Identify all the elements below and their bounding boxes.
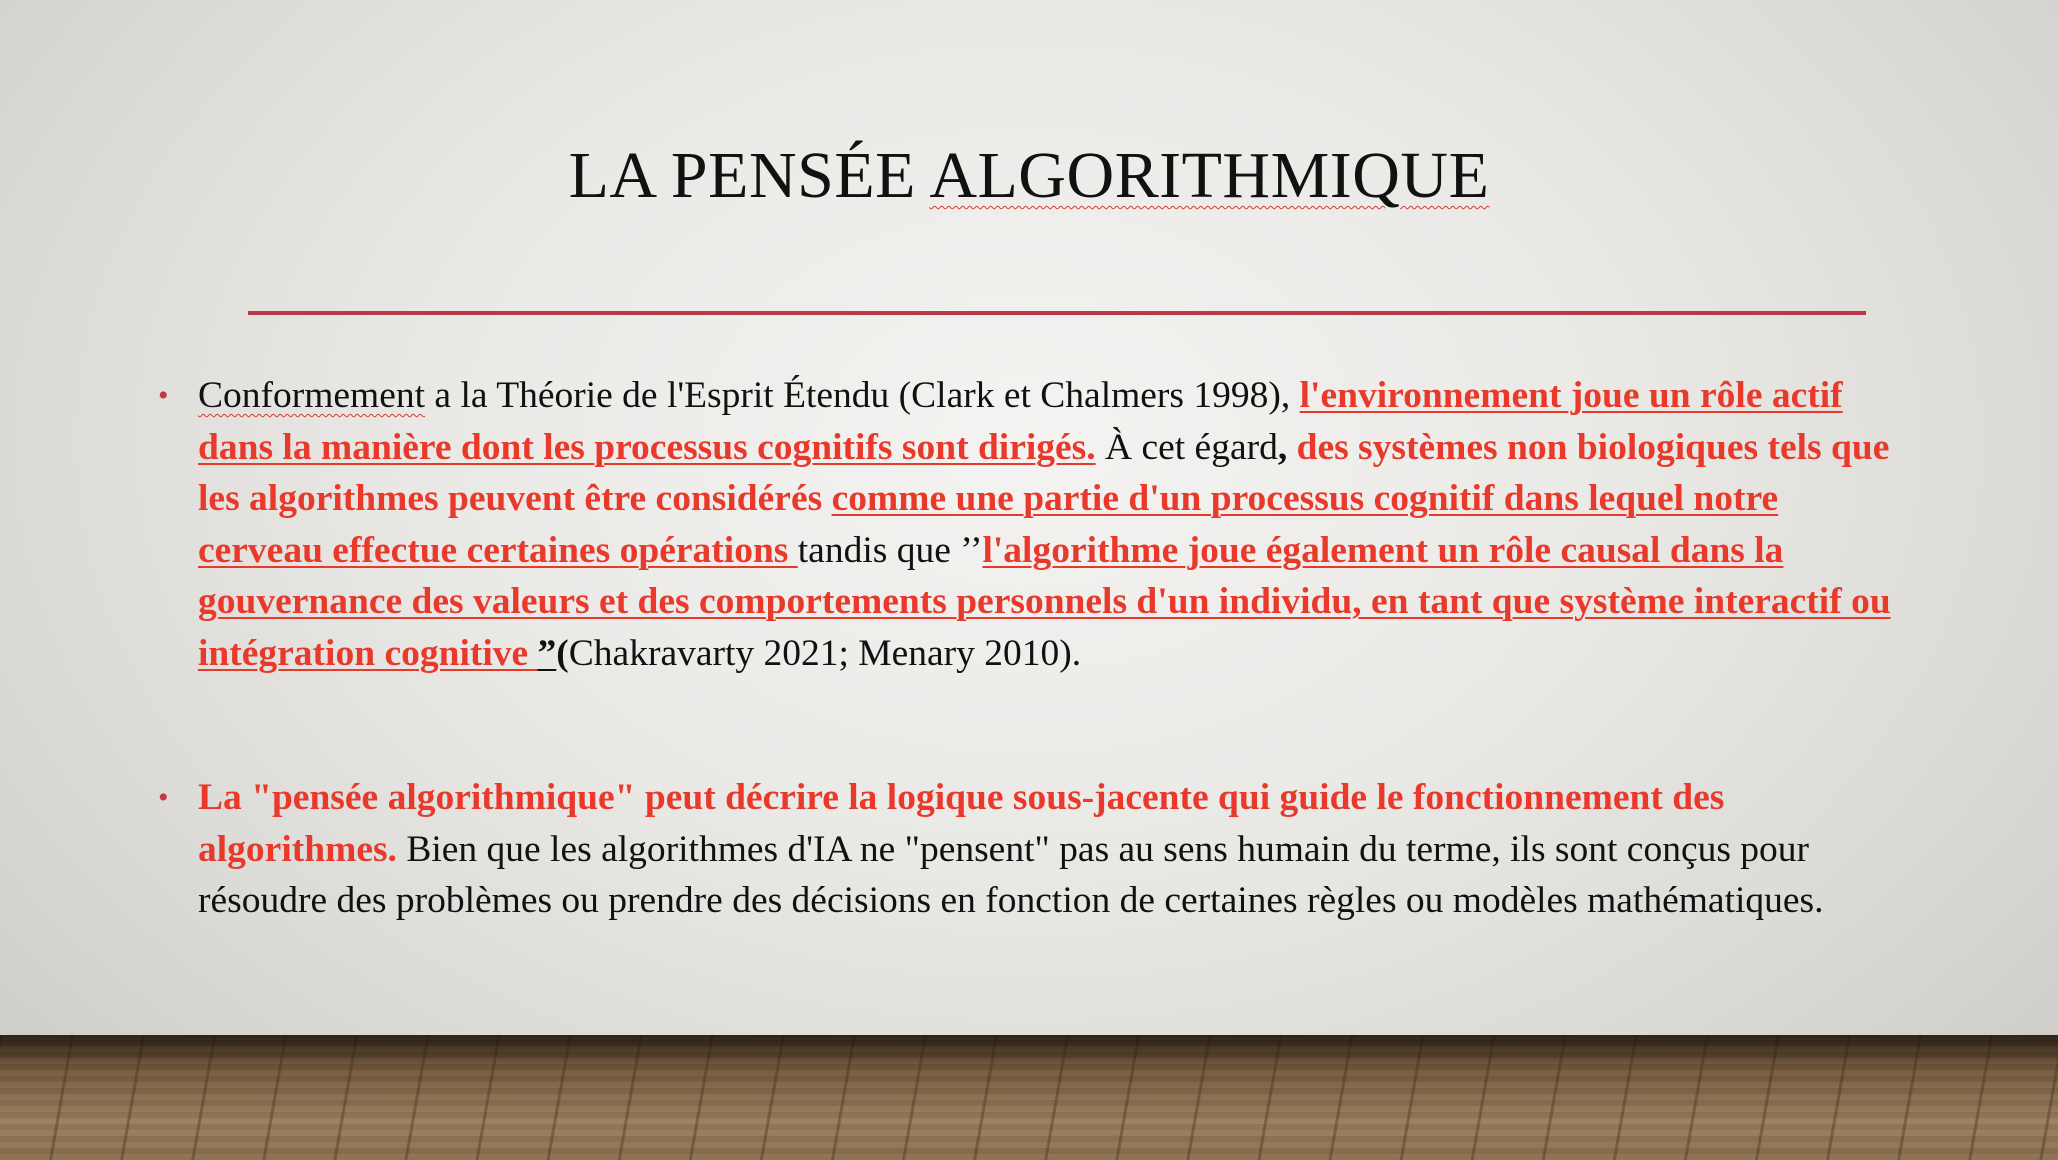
- text-segment: a la Théorie de l'Esprit Étendu (Clark et Chalmers 1998),: [425, 375, 1300, 416]
- text-segment: ”: [537, 632, 557, 674]
- highlight-segment: La "pensée algorithmique" peut décrire la logique sous-jacente qui guide le fonctionnement des algorithmes.: [198, 777, 1725, 870]
- text-segment: À cet égard: [1095, 426, 1278, 468]
- text-segment: (: [556, 632, 569, 674]
- text-segment: Bien que les algorithmes d'IA ne "pensent" pas au sens humain du terme, ils sont conçus pour résoudre des problèmes ou prendre des décisions en fonction de certaines règles ou modèles mathématiques.: [198, 828, 1824, 921]
- floor-shadow: [0, 1035, 2058, 1065]
- slide-body: [158, 370, 1910, 927]
- title-divider: [248, 311, 1866, 315]
- title-part-1: LA PENSÉE: [568, 139, 930, 212]
- citation: Chakravarty 2021; Menary 2010).: [568, 632, 1082, 674]
- bullet-dot-icon: •: [158, 379, 169, 412]
- text-segment: Conformement: [198, 375, 426, 416]
- title-part-2: ALGORITHMIQUE: [929, 139, 1490, 212]
- highlight-segment: des systèmes non biologiques tels que les algorithmes peuvent être considérés: [198, 426, 1890, 519]
- bullet-1: [158, 370, 1910, 679]
- highlight-segment: l'environnement joue un rôle actif dans la manière dont les processus cognitifs sont dirigés.: [198, 375, 1843, 468]
- text-segment: tandis que ’’: [797, 529, 983, 571]
- bullet-dot-icon: •: [158, 781, 169, 814]
- highlight-segment: comme une partie d'un processus cognitif dans lequel notre cerveau effectue certaines opérations: [198, 478, 1779, 571]
- slide-title: [0, 138, 2058, 214]
- text-segment: ,: [1277, 426, 1288, 468]
- highlight-segment: l'algorithme joue également un rôle causal dans la gouvernance des valeurs et des comportements personnels d'un individu, en tant que système interactif ou intégration cognitive: [198, 529, 1891, 674]
- bullet-2: [158, 772, 1910, 927]
